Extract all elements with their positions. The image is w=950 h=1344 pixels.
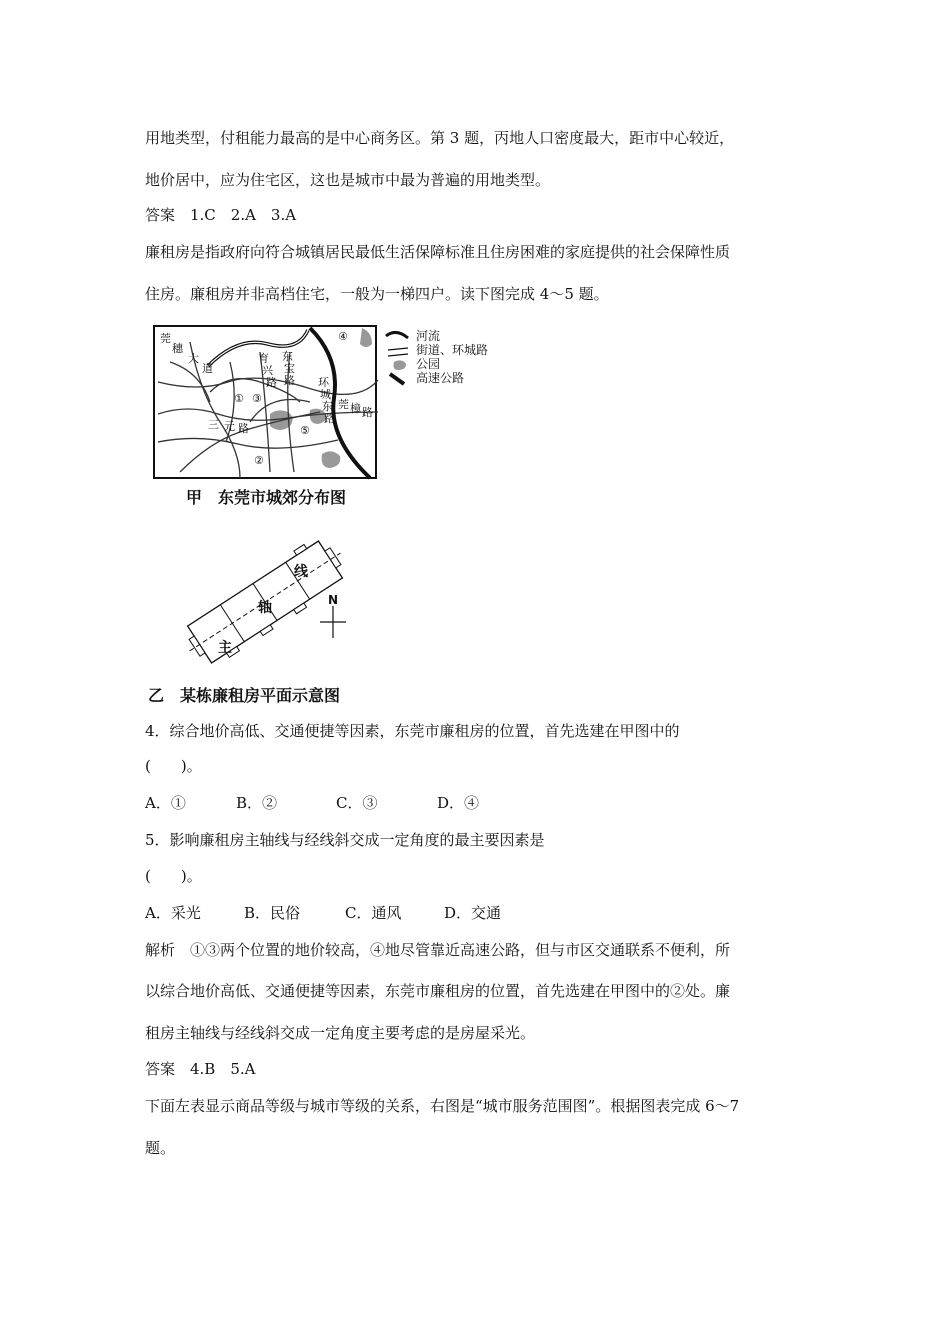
q5-option-c: C．通风 [345,904,402,922]
q4-stem: 4．综合地价高低、交通便捷等因素，东莞市廉租房的位置，首先选建在甲图中的 [145,722,680,740]
answer-line-2: 答案 4.B 5.A [145,1060,256,1078]
q5-blank: ( )。 [145,867,202,885]
q5-option-b: B．民俗 [244,904,301,922]
label-bao: 宝 [284,362,295,375]
label-xing: 兴 [262,364,273,377]
next-line-1: 下面左表显示商品等级与城市等级的关系，右图是“城市服务范围图”。根据图表完成 6～7 [145,1097,740,1115]
plan-label-zhu: 主 [218,640,232,656]
analysis-line-1: 解析 ①③两个位置的地价较高，④地尽管靠近高速公路，但与市区交通联系不便利，所 [145,941,731,959]
analysis-line-3: 租房主轴线与经线斜交成一定角度主要考虑的是房屋采光。 [145,1024,536,1042]
label-lu2: 路 [284,374,295,387]
q4-blank: ( )。 [145,757,202,775]
legend-street-symbol [388,348,408,350]
label-guan: 莞 [160,332,171,345]
q4-option-b: B．② [236,794,278,812]
label-guan2: 莞 [338,398,349,411]
map-legend [386,328,488,385]
q5-option-d: D．交通 [444,904,502,922]
label-yuan: 元 [224,420,235,433]
label-lu1: 路 [266,376,277,389]
label-cheng: 城 [320,388,331,401]
label-dong2: 东 [322,400,333,413]
answer-line-1: 答案 1.C 2.A 3.A [145,206,297,224]
next-line-2: 题。 [145,1139,176,1157]
north-label: N [328,593,339,607]
q4-option-a: A．① [145,794,186,812]
label-dong: 东 [282,350,293,363]
legend-highway-symbol [390,374,404,384]
q4-option-c: C．③ [336,794,378,812]
plan-label-zhou: 轴 [258,600,272,616]
point-4: ④ [338,330,348,343]
label-yu: 育 [258,352,269,365]
text-line-3: 廉租房是指政府向符合城镇居民最低生活保障标准且住房困难的家庭提供的社会保障性质 [145,243,731,261]
map-caption: 甲 东莞市城郊分布图 [186,488,347,507]
text-line-4: 住房。廉租房并非高档住宅，一般为一梯四户。读下图完成 4～5 题。 [145,285,609,303]
analysis-line-2: 以综合地价高低、交通便捷等因素，东莞市廉租房的位置，首先选建在甲图中的②处。廉 [145,982,731,1000]
label-lu5: 路 [238,422,249,435]
label-da: 大 [188,352,199,365]
building-plan-figure [170,520,360,680]
legend-park: 公园 [416,357,441,371]
point-1: ① [234,392,244,405]
label-lu3: 路 [324,412,335,425]
label-lu4: 路 [362,406,373,419]
label-san: 三 [208,418,219,431]
legend-park-symbol [394,360,407,370]
text-line-2: 地价居中，应为住宅区，这也是城市中最为普遍的用地类型。 [145,171,551,189]
legend-highway: 高速公路 [416,371,465,385]
label-zhang: 樟 [350,402,361,415]
plan-caption: 乙 某栋廉租房平面示意图 [148,686,341,705]
label-sui: 穗 [172,342,183,355]
label-dao: 道 [202,362,213,375]
q4-option-d: D．④ [437,794,480,812]
plan-label-xian: 线 [294,564,308,580]
q5-option-a: A．采光 [145,904,201,922]
legend-street: 街道、环城路 [416,343,489,357]
text-line-1: 用地类型，付租能力最高的是中心商务区。第 3 题，丙地人口密度最大，距市中心较近， [145,129,735,147]
point-3: ③ [252,392,262,405]
dongguan-map-figure [150,322,530,484]
point-2: ② [254,454,264,467]
q5-stem: 5．影响廉租房主轴线与经线斜交成一定角度的最主要因素是 [145,831,545,849]
legend-river-symbol [386,332,408,338]
label-huan: 环 [318,376,329,389]
legend-river: 河流 [416,329,441,343]
point-5: ⑤ [300,424,310,437]
